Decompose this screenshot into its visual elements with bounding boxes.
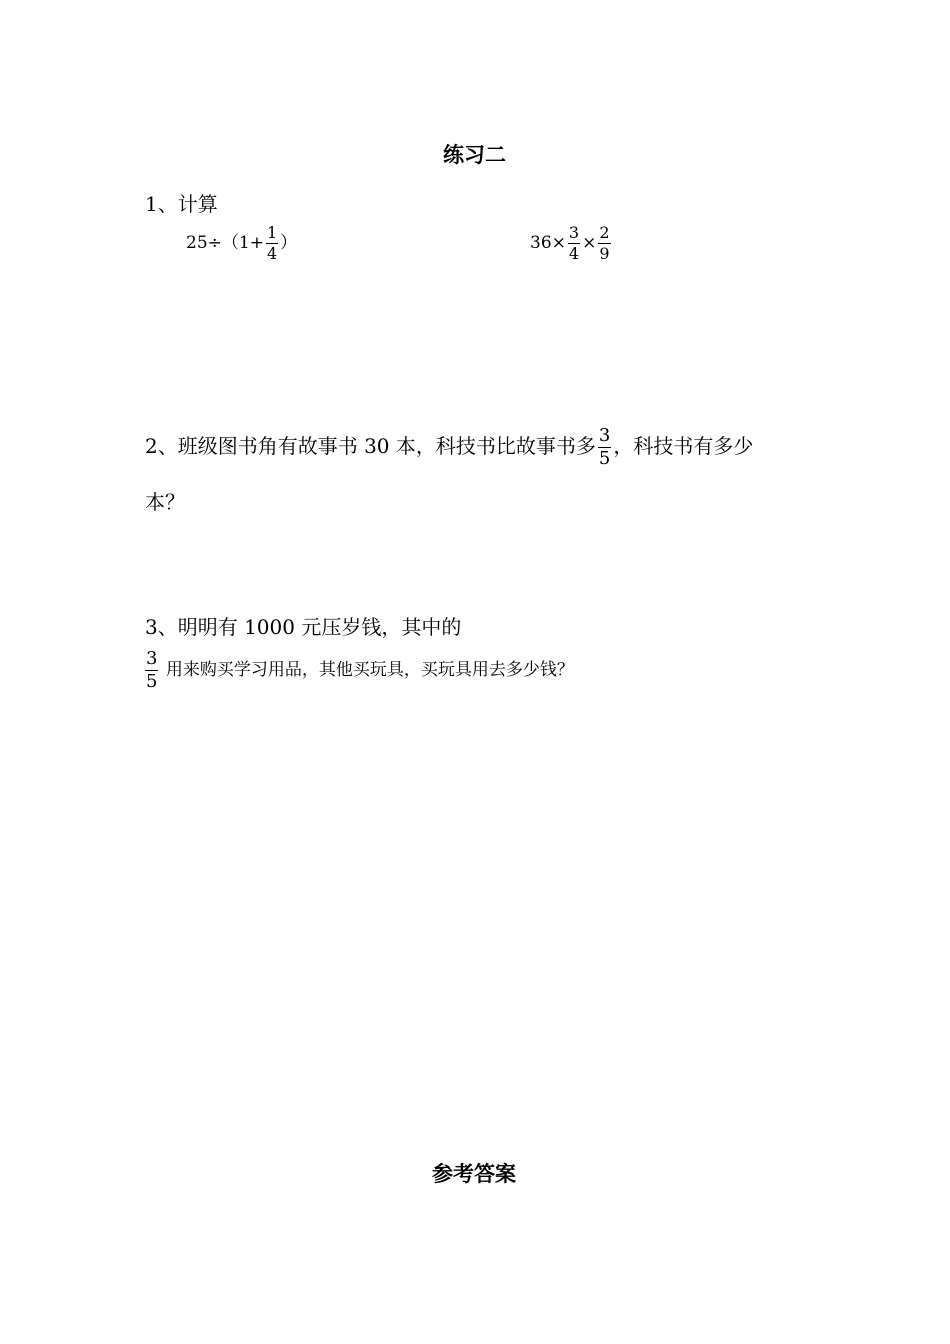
expression-b bbox=[530, 225, 613, 262]
question-1-label: 1、计算 bbox=[145, 192, 218, 216]
fraction-denominator: 4 bbox=[266, 244, 278, 263]
question-3-text: 用来购买学习用品，其他买玩具，买玩具用去多少钱？ bbox=[165, 660, 574, 680]
expression-a bbox=[186, 225, 297, 262]
fraction-denominator: 4 bbox=[568, 244, 580, 263]
fraction-numerator: 2 bbox=[599, 223, 610, 242]
fraction-denominator: 5 bbox=[598, 448, 611, 469]
fraction-denominator: 9 bbox=[599, 244, 610, 263]
question-2-text-after: ，科技书有多少 bbox=[613, 434, 754, 458]
page-title: 练习二 bbox=[443, 143, 506, 167]
fraction-three-fifths bbox=[145, 650, 158, 691]
answer-section-title: 参考答案 bbox=[432, 1162, 516, 1186]
fraction-three-quarters bbox=[568, 225, 580, 262]
question-3-line-2 bbox=[143, 650, 574, 691]
fraction-numerator: 3 bbox=[598, 425, 611, 446]
fraction-three-fifths bbox=[598, 427, 611, 468]
expression-a-lead: 25÷（1+ bbox=[186, 233, 264, 253]
fraction-numerator: 1 bbox=[266, 223, 278, 242]
fraction-one-quarter bbox=[266, 225, 278, 262]
fraction-denominator: 5 bbox=[146, 671, 158, 692]
question-2-line-1 bbox=[145, 427, 753, 468]
question-2-line-2: 本？ bbox=[145, 490, 185, 514]
expression-b-mid: × bbox=[582, 233, 597, 253]
fraction-two-ninths bbox=[598, 225, 610, 262]
expression-a-tail: ） bbox=[280, 233, 298, 253]
expression-b-lead: 36× bbox=[530, 233, 566, 253]
fraction-numerator: 3 bbox=[568, 223, 580, 242]
question-3-line-1: 3、明明有 1000 元压岁钱，其中的 bbox=[145, 615, 462, 639]
question-2-text-before: 2、班级图书角有故事书 30 本，科技书比故事书多 bbox=[145, 434, 596, 458]
fraction-numerator: 3 bbox=[146, 648, 158, 669]
